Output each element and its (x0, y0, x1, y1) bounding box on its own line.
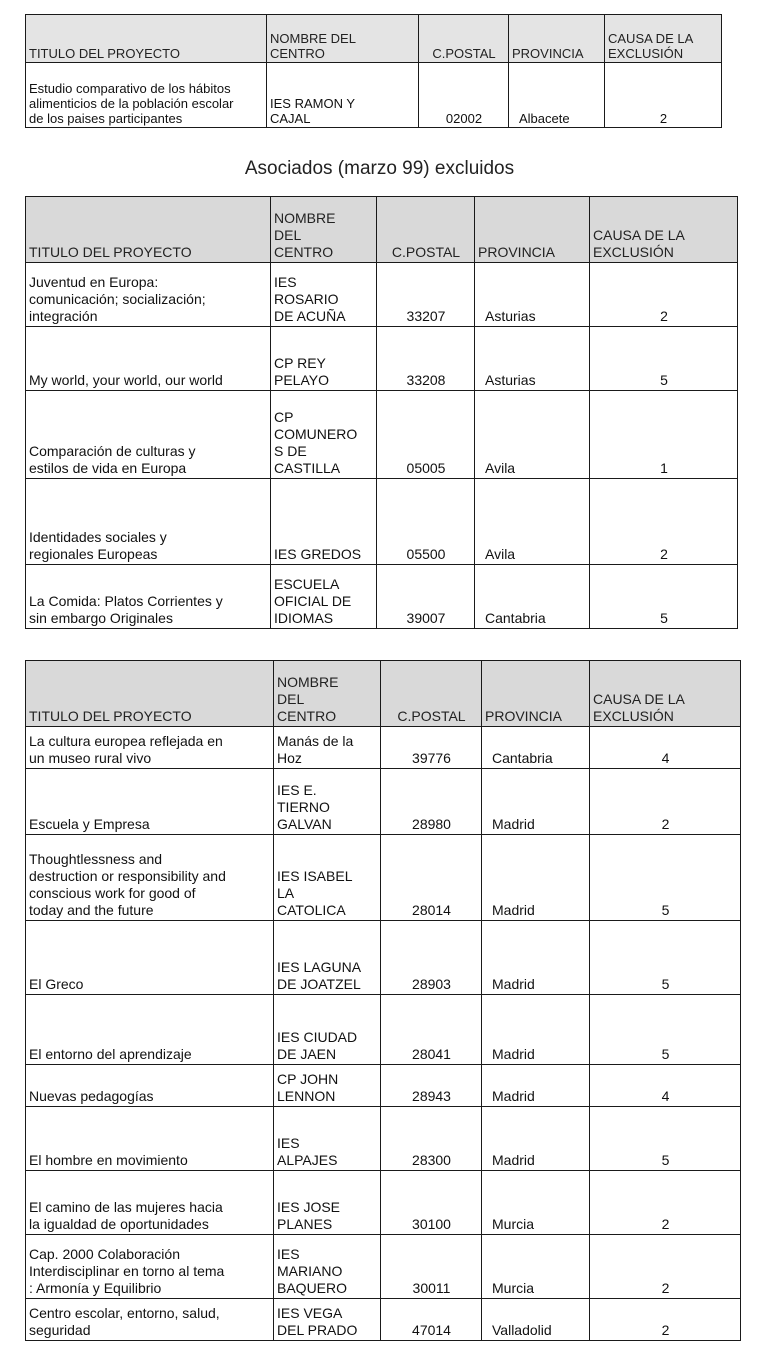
header-postal: C.POSTAL (381, 661, 482, 727)
cell-province: Madrid (482, 1107, 590, 1171)
header-cause: CAUSA DE LA EXCLUSIÓN (590, 197, 738, 263)
header-title: TITULO DEL PROYECTO (26, 197, 271, 263)
table-row (26, 995, 741, 1065)
cell-cause: 5 (590, 995, 741, 1065)
header-center: NOMBRE DEL CENTRO (271, 197, 377, 263)
cell-cause: 4 (590, 727, 741, 769)
cell-province: Cantabria (475, 565, 590, 629)
header-province: PROVINCIA (475, 197, 590, 263)
cell-cause: 2 (590, 263, 738, 327)
cell-postal: 28041 (381, 995, 482, 1065)
table-row (26, 769, 741, 835)
header-postal: C.POSTAL (377, 197, 475, 263)
cell-center: IES JOSE PLANES (274, 1171, 381, 1235)
cell-center: IES E. TIERNO GALVAN (274, 769, 381, 835)
cell-center: IES VEGA DEL PRADO (274, 1299, 381, 1341)
cell-center: Manás de la Hoz (274, 727, 381, 769)
cell-postal: 05500 (377, 479, 475, 565)
exclusion-table-3 (25, 660, 741, 1341)
table-row (26, 565, 738, 629)
table-row (26, 1171, 741, 1235)
cell-cause: 5 (590, 835, 741, 921)
cell-title: My world, your world, our world (26, 327, 271, 391)
header-title: TITULO DEL PROYECTO (26, 15, 267, 63)
header-cause: CAUSA DE LA EXCLUSIÓN (590, 661, 741, 727)
section-title: Asociados (marzo 99) excluidos (244, 158, 515, 179)
cell-cause: 2 (590, 769, 741, 835)
cell-title: El entorno del aprendizaje (26, 995, 274, 1065)
cell-cause: 2 (605, 63, 722, 128)
cell-postal: 39776 (381, 727, 482, 769)
cell-title: Estudio comparativo de los hábitos alimenticios de la población escolar de los paises participantes (26, 63, 267, 128)
table-row (26, 263, 738, 327)
cell-postal: 28903 (381, 921, 482, 995)
cell-postal: 05005 (377, 391, 475, 479)
cell-title: La cultura europea reflejada en un museo rural vivo (26, 727, 274, 769)
cell-cause: 2 (590, 1299, 741, 1341)
cell-center: CP JOHN LENNON (274, 1065, 381, 1107)
cell-province: Madrid (482, 769, 590, 835)
cell-cause: 2 (590, 1171, 741, 1235)
cell-postal: 28300 (381, 1107, 482, 1171)
cell-province: Cantabria (482, 727, 590, 769)
table-row (26, 1065, 741, 1107)
cell-province: Madrid (482, 835, 590, 921)
cell-postal: 39007 (377, 565, 475, 629)
cell-center: IES MARIANO BAQUERO (274, 1235, 381, 1299)
cell-postal: 30011 (381, 1235, 482, 1299)
table-row (26, 479, 738, 565)
table-row (26, 1235, 741, 1299)
cell-postal: 28980 (381, 769, 482, 835)
cell-province: Madrid (482, 995, 590, 1065)
cell-cause: 5 (590, 327, 738, 391)
cell-province: Madrid (482, 1065, 590, 1107)
cell-province: Madrid (482, 921, 590, 995)
cell-title: La Comida: Platos Corrientes y sin embargo Originales (26, 565, 271, 629)
cell-postal: 33208 (377, 327, 475, 391)
cell-province: Avila (475, 479, 590, 565)
cell-title: Nuevas pedagogías (26, 1065, 274, 1107)
cell-cause: 1 (590, 391, 738, 479)
cell-cause: 5 (590, 565, 738, 629)
cell-cause: 2 (590, 479, 738, 565)
table-row (26, 1299, 741, 1341)
cell-province: Murcia (482, 1171, 590, 1235)
header-cause: CAUSA DE LA EXCLUSIÓN (605, 15, 722, 63)
cell-title: El Greco (26, 921, 274, 995)
table-row (26, 391, 738, 479)
cell-title: Centro escolar, entorno, salud, seguridad (26, 1299, 274, 1341)
cell-title: Comparación de culturas y estilos de vida en Europa (26, 391, 271, 479)
header-center: NOMBRE DEL CENTRO (274, 661, 381, 727)
cell-cause: 2 (590, 1235, 741, 1299)
cell-center: CP COMUNERO S DE CASTILLA (271, 391, 377, 479)
cell-postal: 02002 (419, 63, 509, 128)
table-row (26, 63, 722, 128)
cell-center: IES CIUDAD DE JAEN (274, 995, 381, 1065)
header-center: NOMBRE DEL CENTRO (267, 15, 419, 63)
exclusion-table-2 (25, 196, 738, 629)
cell-center: IES ISABEL LA CATOLICA (274, 835, 381, 921)
cell-center: IES LAGUNA DE JOATZEL (274, 921, 381, 995)
cell-center: IES ALPAJES (274, 1107, 381, 1171)
cell-province: Avila (475, 391, 590, 479)
table-row (26, 327, 738, 391)
header-title: TITULO DEL PROYECTO (26, 661, 274, 727)
cell-title: Escuela y Empresa (26, 769, 274, 835)
cell-postal: 28014 (381, 835, 482, 921)
cell-title: Identidades sociales y regionales Europeas (26, 479, 271, 565)
cell-title: El hombre en movimiento (26, 1107, 274, 1171)
cell-postal: 30100 (381, 1171, 482, 1235)
table-row (26, 921, 741, 995)
cell-center: IES RAMON Y CAJAL (267, 63, 419, 128)
header-province: PROVINCIA (482, 661, 590, 727)
cell-title: Thoughtlessness and destruction or responsibility and conscious work for good of today and the future (26, 835, 274, 921)
cell-center: ESCUELA OFICIAL DE IDIOMAS (271, 565, 377, 629)
cell-title: El camino de las mujeres hacia la igualdad de oportunidades (26, 1171, 274, 1235)
table-header-row (26, 15, 722, 63)
header-province: PROVINCIA (509, 15, 605, 63)
cell-center: CP REY PELAYO (271, 327, 377, 391)
cell-province: Asturias (475, 263, 590, 327)
cell-cause: 5 (590, 921, 741, 995)
exclusion-table-1 (25, 14, 722, 128)
cell-title: Cap. 2000 Colaboración Interdisciplinar en torno al tema : Armonía y Equilibrio (26, 1235, 274, 1299)
cell-title: Juventud en Europa: comunicación; socialización; integración (26, 263, 271, 327)
table-row (26, 835, 741, 921)
table-header-row (26, 661, 741, 727)
cell-cause: 5 (590, 1107, 741, 1171)
header-postal: C.POSTAL (419, 15, 509, 63)
table-header-row (26, 197, 738, 263)
cell-cause: 4 (590, 1065, 741, 1107)
cell-postal: 33207 (377, 263, 475, 327)
cell-province: Albacete (509, 63, 605, 128)
cell-center: IES GREDOS (271, 479, 377, 565)
cell-province: Asturias (475, 327, 590, 391)
cell-province: Murcia (482, 1235, 590, 1299)
table-row (26, 727, 741, 769)
cell-center: IES ROSARIO DE ACUÑA (271, 263, 377, 327)
cell-province: Valladolid (482, 1299, 590, 1341)
cell-postal: 28943 (381, 1065, 482, 1107)
cell-postal: 47014 (381, 1299, 482, 1341)
table-row (26, 1107, 741, 1171)
